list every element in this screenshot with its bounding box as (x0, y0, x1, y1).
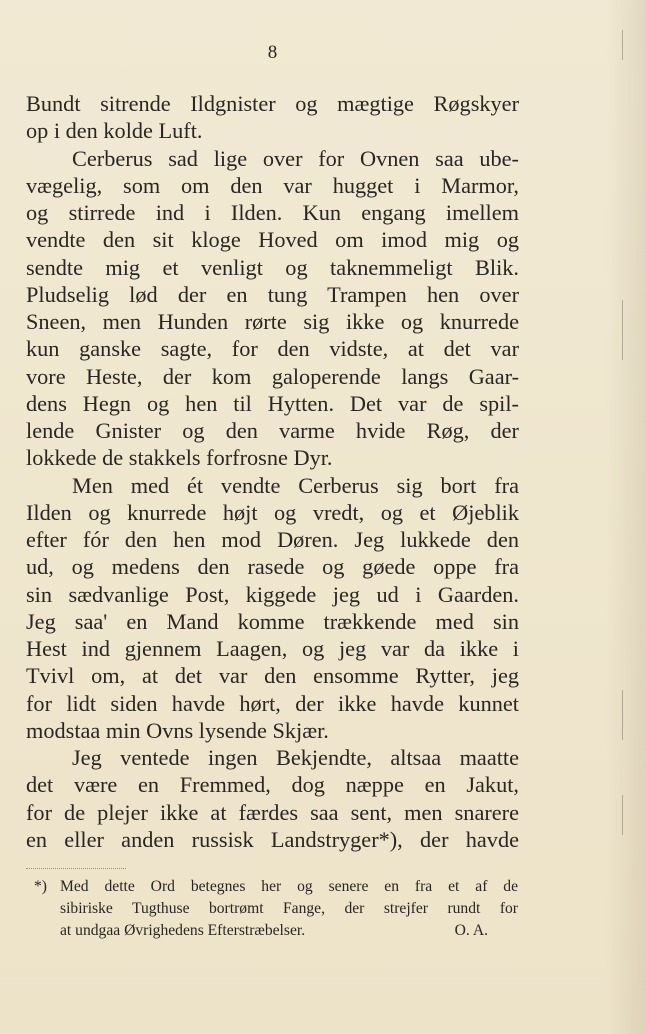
page-edge-mark (622, 30, 623, 60)
text-line: Ilden og knurrede højt og vredt, og et Øjeblik (26, 499, 519, 525)
footnote-line: sibiriske Tugthuse bortrømt Fange, der strejfer rundt for (60, 900, 518, 917)
page-number: 8 (267, 42, 278, 63)
text-line: Jeg ventede ingen Bekjendte, altsaa maatte (72, 745, 519, 770)
text-line: sin sædvanlige Post, kiggede jeg ud i Gaarden. (26, 581, 519, 607)
footnote-text: Med dette Ord betegnes her og senere en fra et af de (60, 878, 518, 895)
page-edge-mark (622, 300, 623, 360)
text-line: Hest ind gjennem Laagen, og jeg var da ikke i (26, 636, 519, 661)
text-line: vægelig, som om den var hugget i Marmor, (26, 172, 519, 198)
footnote-line (34, 876, 518, 898)
body-text (26, 90, 519, 853)
page-edge-mark (622, 795, 623, 835)
text-line: Jeg saa' en Mand komme trækkende med sin (26, 608, 519, 634)
text-line: og stirrede ind i Ilden. Kun engang imellem (26, 200, 519, 225)
footnote (34, 876, 518, 942)
text-line: vendte den sit kloge Hoved om imod mig og (26, 227, 519, 253)
footnote-divider (26, 868, 126, 869)
text-line: Cerberus sad lige over for Ovnen saa ube- (72, 145, 519, 171)
text-line: for lidt siden havde hørt, der ikke havde kunnet (26, 690, 519, 716)
text-line: for de plejer ikke at færdes saa sent, men snarere (26, 799, 519, 825)
text-line: det være en Fremmed, dog næppe en Jakut, (26, 772, 519, 798)
text-line: lende Gnister og den varme hvide Røg, der (26, 418, 519, 443)
footnote-marker: *) (34, 878, 47, 895)
text-line: vore Heste, der kom galoperende langs Gaar- (26, 363, 519, 389)
text-line: Men med ét vendte Cerberus sig bort fra (72, 472, 519, 498)
text-line: Pludselig lød der en tung Trampen hen over (26, 281, 519, 307)
text-line: Sneen, men Hunden rørte sig ikke og knurrede (26, 309, 519, 334)
text-line: efter fór den hen mod Døren. Jeg lukkede den (26, 527, 519, 552)
text-line: en eller anden russisk Landstryger*), der havde (26, 826, 519, 852)
text-line: dens Hegn og hen til Hytten. Det var de spil- (26, 390, 519, 416)
text-line: lokkede de stakkels forfrosne Dyr. (26, 445, 333, 471)
page-edge-mark (622, 690, 623, 740)
text-line: kun ganske sagte, for den vidste, at det var (26, 336, 519, 362)
footnote-line (34, 920, 518, 942)
text-line: ud, og medens den rasede og gøede oppe fra (26, 554, 519, 580)
text-line: modstaa min Ovns lysende Skjær. (26, 717, 329, 743)
text-line: Bundt sitrende Ildgnister og mægtige Røgskyer (26, 91, 519, 116)
footnote-signature: O. A. (454, 922, 488, 939)
text-line: Tvivl om, at det var den ensomme Rytter, jeg (26, 663, 519, 689)
footnote-text: at undgaa Øvrighedens Efterstræbelser. (60, 922, 306, 939)
text-line: op i den kolde Luft. (26, 118, 203, 144)
text-line: sendte mig et venligt og taknemmeligt Blik. (26, 254, 519, 280)
